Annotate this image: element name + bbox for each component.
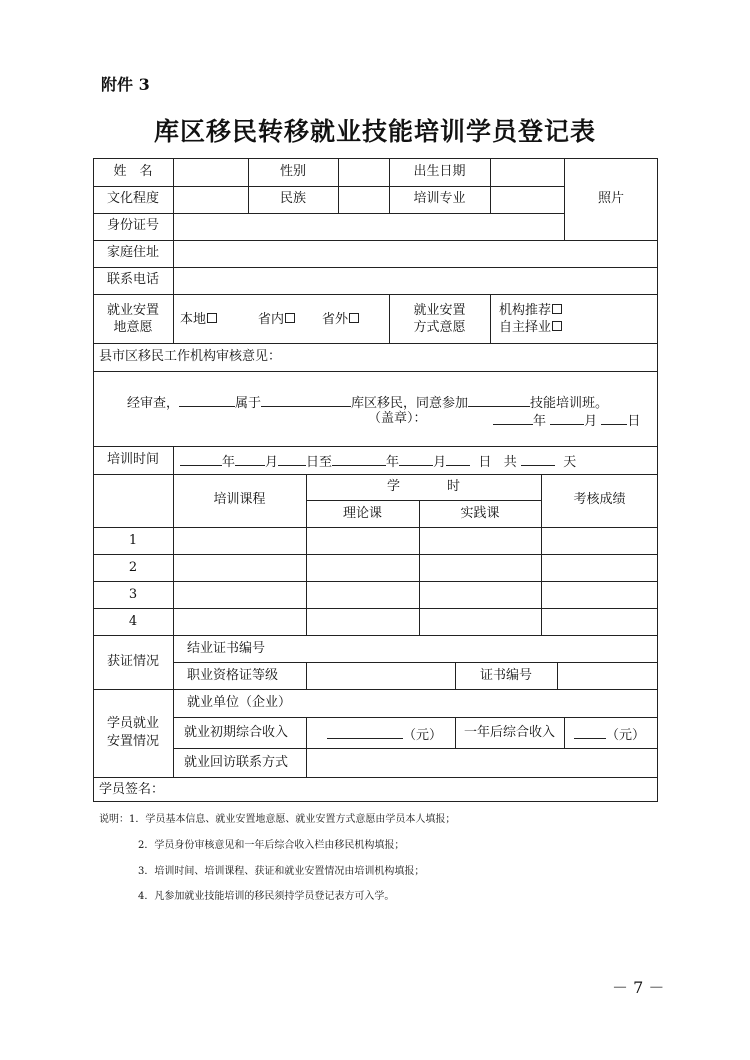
row-line bbox=[306, 500, 541, 501]
form-title: 库区移民转移就业技能培训学员登记表 bbox=[153, 117, 596, 146]
course-row-number: 4 bbox=[128, 614, 138, 629]
row-line bbox=[93, 240, 658, 241]
row-line bbox=[93, 554, 658, 555]
option-local: 本地 bbox=[180, 312, 217, 328]
course-row-number: 2 bbox=[128, 560, 138, 575]
page-number: － 7 － bbox=[612, 978, 665, 997]
review-header: 县市区移民工作机构审核意见： bbox=[99, 349, 282, 364]
row-line bbox=[93, 213, 564, 214]
row-line bbox=[93, 267, 658, 268]
hours-header: 时 bbox=[447, 479, 461, 494]
col-line bbox=[490, 158, 491, 213]
row-line bbox=[93, 635, 658, 636]
training-time-value: 年 月 日至 年 月 日 共 天 bbox=[180, 452, 576, 471]
placement-method-label: 方式意愿 bbox=[413, 320, 466, 335]
ethnicity-label: 民族 bbox=[279, 191, 306, 206]
placement-area-label: 就业安置 bbox=[106, 303, 159, 318]
attachment-label: 附件 3 bbox=[101, 75, 150, 94]
col-line bbox=[338, 158, 339, 213]
id-number-label: 身份证号 bbox=[106, 218, 159, 233]
qualification-level-label: 职业资格证等级 bbox=[187, 668, 279, 683]
col-line bbox=[173, 240, 174, 343]
income-after-year-label: 一年后综合收入 bbox=[463, 725, 555, 740]
completion-cert-label: 结业证书编号 bbox=[187, 641, 266, 656]
placement-area-label: 地意愿 bbox=[113, 320, 153, 335]
score-header: 考核成绩 bbox=[573, 492, 626, 507]
name-label: 姓 名 bbox=[113, 164, 153, 179]
col-line bbox=[306, 662, 307, 689]
row-line bbox=[173, 662, 658, 663]
col-line bbox=[173, 158, 174, 240]
checkbox-local[interactable] bbox=[207, 313, 217, 323]
checkbox-in-province[interactable] bbox=[285, 313, 295, 323]
option-in-province: 省内 bbox=[258, 312, 295, 328]
home-address-label: 家庭住址 bbox=[106, 245, 159, 260]
row-line bbox=[173, 717, 658, 718]
row-line bbox=[93, 608, 658, 609]
option-agency-recommend: 机构推荐 bbox=[499, 303, 562, 319]
student-signature-label: 学员签名： bbox=[99, 782, 165, 797]
checkbox-out-province[interactable] bbox=[349, 313, 359, 323]
checkbox-agency-recommend[interactable] bbox=[552, 304, 562, 314]
initial-income-label: 就业初期综合收入 bbox=[184, 725, 289, 740]
certificate-label: 获证情况 bbox=[106, 654, 159, 669]
course-row-number: 3 bbox=[128, 587, 138, 602]
row-line bbox=[93, 294, 658, 295]
col-line bbox=[306, 474, 307, 635]
row-line bbox=[93, 474, 658, 475]
row-line bbox=[93, 371, 658, 372]
row-line bbox=[173, 748, 658, 749]
review-seal: （盖章）： bbox=[368, 411, 427, 426]
col-line bbox=[173, 446, 174, 474]
row-line bbox=[93, 343, 658, 344]
row-line bbox=[93, 446, 658, 447]
initial-income-value: （元） bbox=[327, 725, 442, 744]
cert-number-label: 证书编号 bbox=[479, 668, 532, 683]
training-time-label: 培训时间 bbox=[106, 452, 159, 467]
col-line bbox=[173, 474, 174, 777]
course-row-number: 1 bbox=[128, 533, 138, 548]
registration-table bbox=[93, 158, 658, 802]
option-out-province: 省外 bbox=[322, 312, 359, 328]
employment-label: 学员就业 bbox=[106, 716, 159, 731]
training-major-label: 培训专业 bbox=[413, 191, 466, 206]
course-header: 培训课程 bbox=[213, 492, 266, 507]
gender-label: 性别 bbox=[279, 164, 306, 179]
note-item: 3．培训时间、培训课程、获证和就业安置情况由培训机构填报； bbox=[138, 866, 425, 877]
row-line bbox=[93, 777, 658, 778]
placement-method-label: 就业安置 bbox=[413, 303, 466, 318]
col-line bbox=[564, 717, 565, 748]
theory-header: 理论课 bbox=[342, 506, 382, 521]
note-item: 4．凡参加就业技能培训的移民须持学员登记表方可入学。 bbox=[138, 891, 395, 902]
education-label: 文化程度 bbox=[106, 191, 159, 206]
row-line bbox=[93, 689, 658, 690]
followup-contact-label: 就业回访联系方式 bbox=[184, 755, 289, 770]
income-after-year-value: （元） bbox=[574, 725, 645, 744]
review-statement: 经审查， 属于 库区移民，同意参加 技能培训班。 bbox=[127, 393, 608, 412]
col-line bbox=[490, 294, 491, 343]
col-line bbox=[557, 662, 558, 689]
row-line bbox=[93, 186, 564, 187]
employer-label: 就业单位（企业） bbox=[187, 695, 292, 710]
row-line bbox=[93, 527, 658, 528]
checkbox-self-employ[interactable] bbox=[552, 321, 562, 331]
note-item: 2．学员身份审核意见和一年后综合收入栏由移民机构填报； bbox=[138, 840, 405, 851]
employment-label: 安置情况 bbox=[106, 734, 159, 749]
option-self-employ: 自主择业 bbox=[499, 320, 562, 336]
practice-header: 实践课 bbox=[460, 506, 500, 521]
photo-label: 照片 bbox=[597, 191, 624, 206]
review-date: 年 月 日 bbox=[493, 411, 640, 430]
phone-label: 联系电话 bbox=[106, 272, 159, 287]
note-item: 说明：1．学员基本信息、就业安置地意愿、就业安置方式意愿由学员本人填报； bbox=[99, 814, 456, 825]
col-line bbox=[306, 717, 307, 777]
row-line bbox=[93, 581, 658, 582]
hours-header: 学 bbox=[387, 479, 401, 494]
birth-date-label: 出生日期 bbox=[413, 164, 466, 179]
